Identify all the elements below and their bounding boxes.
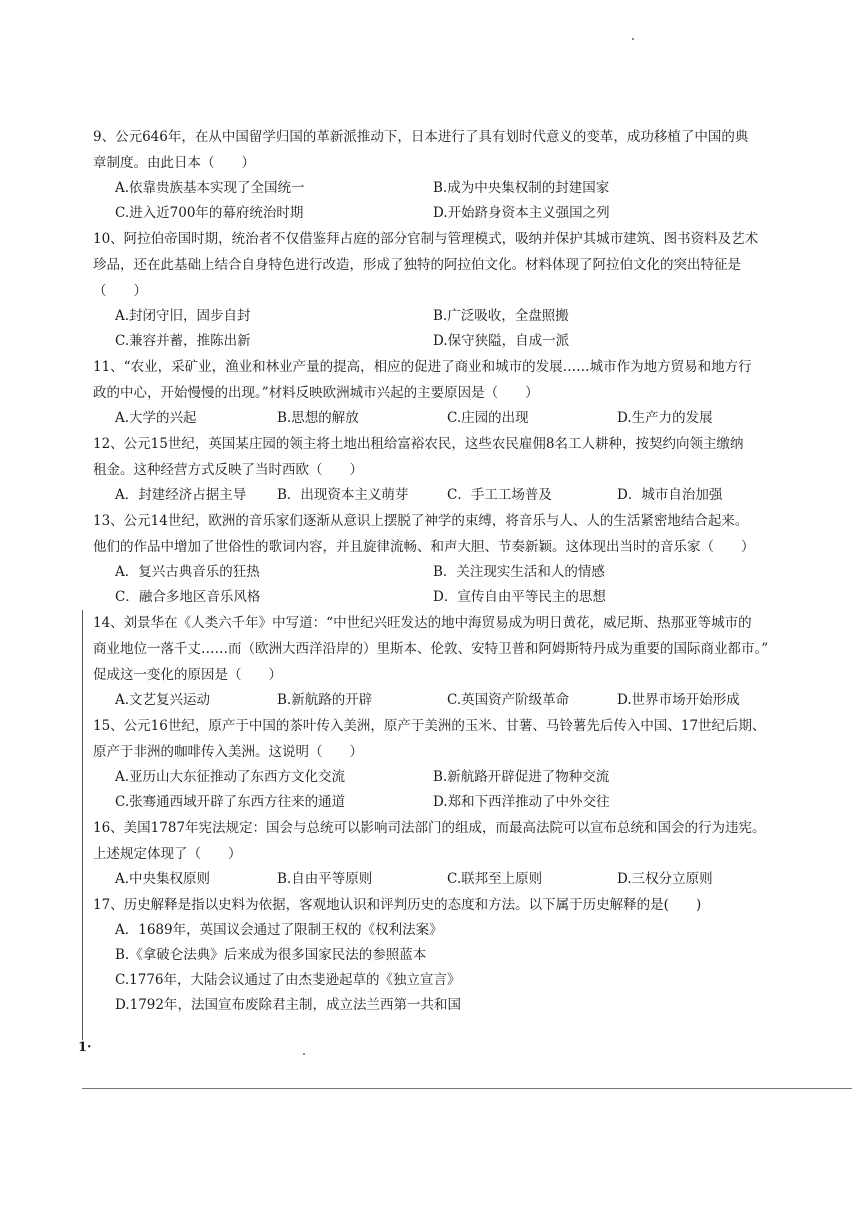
option-a[interactable]: A．封建经济占据主导 xyxy=(115,487,247,503)
page-number: 1· xyxy=(78,1040,92,1055)
option-a[interactable]: A.亚历山大东征推动了东西方文化交流 xyxy=(115,769,346,785)
scan-speck xyxy=(303,1053,305,1055)
option-d[interactable]: D.三权分立原则 xyxy=(617,871,713,887)
options xyxy=(93,560,793,610)
question-stem: 15、公元16世纪，原产于中国的茶叶传入美洲，原产于美洲的玉米、甘薯、马铃薯先后传入中国、17世纪后期、 原产于非洲的咖啡传入美洲。这说明（ ） xyxy=(93,718,766,760)
question-stem: 13、公元14世纪，欧洲的音乐家们逐渐从意识上摆脱了神学的束缚，将音乐与人、人的生活紧密地结合起来。 他们的作品中增加了世俗性的歌词内容，并且旋律流畅、和声大胆、节奏新颖。这体现出当时的音乐家（ ） xyxy=(93,513,755,555)
option-b[interactable]: B.思想的解放 xyxy=(277,410,359,426)
options xyxy=(93,176,793,226)
question-stem: 10、阿拉伯帝国时期，统治者不仅借鉴拜占庭的部分官制与管理模式，吸纳并保护其城市建筑、图书资料及艺术 珍品，还在此基础上结合自身特色进行改造，形成了独特的阿拉伯文化。材料体现了阿拉伯文化的突出特征是 （ ） xyxy=(93,231,759,299)
option-d[interactable]: D.1792年，法国宣布废除君主制，成立法兰西第一共和国 xyxy=(115,997,461,1013)
options xyxy=(93,406,793,431)
option-d[interactable]: D．宣传自由平等民主的思想 xyxy=(433,589,606,605)
option-a[interactable]: A.依靠贵族基本实现了全国统一 xyxy=(115,180,305,196)
option-a[interactable]: A.中央集权原则 xyxy=(115,871,211,887)
option-b[interactable]: B.成为中央集权制的封建国家 xyxy=(433,180,610,196)
option-a[interactable]: A.文艺复兴运动 xyxy=(115,692,211,708)
option-d[interactable]: D.郑和下西洋推动了中外交往 xyxy=(433,794,610,810)
option-c[interactable]: C.张骞通西域开辟了东西方往来的通道 xyxy=(115,794,346,810)
option-a[interactable]: A．复兴古典音乐的狂热 xyxy=(115,564,260,580)
question-17 xyxy=(93,892,793,1018)
option-d[interactable]: D.世界市场开始形成 xyxy=(617,692,740,708)
question-stem: 17、历史解释是指以史料为依据，客观地认识和评判历史的态度和方法。以下属于历史解释的是( ) xyxy=(93,897,702,913)
options xyxy=(93,688,793,713)
question-11 xyxy=(93,354,793,431)
option-c[interactable]: C．手工工场普及 xyxy=(447,487,552,503)
question-9 xyxy=(93,124,793,226)
option-d[interactable]: D.开始跻身资本主义强国之列 xyxy=(433,205,610,221)
option-d[interactable]: D．城市自治加强 xyxy=(617,487,723,503)
question-list xyxy=(93,124,793,1018)
options xyxy=(93,304,793,354)
option-a[interactable]: A.封闭守旧，固步自封 xyxy=(115,308,251,324)
page-bottom-border xyxy=(82,1088,852,1089)
option-c[interactable]: C.1776年，大陆会议通过了由杰斐逊起草的《独立宣言》 xyxy=(115,972,461,988)
option-b[interactable]: B.新航路开辟促进了物种交流 xyxy=(433,769,610,785)
options xyxy=(93,918,793,1018)
question-14 xyxy=(93,610,793,713)
option-c[interactable]: C.庄园的出现 xyxy=(447,410,529,426)
option-c[interactable]: C.进入近700年的幕府统治时期 xyxy=(115,205,304,221)
option-a[interactable]: A．1689年，英国议会通过了限制王权的《权利法案》 xyxy=(115,922,443,938)
option-c[interactable]: C.英国资产阶级革命 xyxy=(447,692,570,708)
option-c[interactable]: C．融合多地区音乐风格 xyxy=(115,589,261,605)
option-b[interactable]: B.《拿破仑法典》后来成为很多国家民法的参照蓝本 xyxy=(115,947,427,963)
question-15 xyxy=(93,713,793,815)
options xyxy=(93,867,793,892)
question-stem: 16、美国1787年宪法规定：国会与总统可以影响司法部门的组成，而最高法院可以宣布总统和国会的行为违宪。 上述规定体现了（ ） xyxy=(93,820,766,862)
option-b[interactable]: B.广泛吸收，全盘照搬 xyxy=(433,308,569,324)
scan-speck xyxy=(632,38,634,40)
option-a[interactable]: A.大学的兴起 xyxy=(115,410,197,426)
question-stem: 12、公元15世纪，英国某庄园的领主将土地出租给富裕农民，这些农民雇佣8名工人耕种，按契约向领主缴纳 租金。这种经营方式反映了当时西欧（ ） xyxy=(93,436,744,478)
option-b[interactable]: B.新航路的开辟 xyxy=(277,692,373,708)
option-c[interactable]: C.兼容并蓄，推陈出新 xyxy=(115,333,251,349)
option-c[interactable]: C.联邦至上原则 xyxy=(447,871,543,887)
question-10 xyxy=(93,226,793,354)
options xyxy=(93,483,793,508)
option-d[interactable]: D.保守狭隘，自成一派 xyxy=(433,333,570,349)
question-13 xyxy=(93,508,793,610)
question-stem: 9、公元646年，在从中国留学归国的革新派推动下，日本进行了具有划时代意义的变革，成功移植了中国的典 章制度。由此日本（ ） xyxy=(93,129,749,171)
options xyxy=(93,765,793,815)
option-b[interactable]: B．出现资本主义萌芽 xyxy=(277,487,409,503)
option-b[interactable]: B.自由平等原则 xyxy=(277,871,373,887)
option-d[interactable]: D.生产力的发展 xyxy=(617,410,713,426)
question-stem: 11、“农业，采矿业，渔业和林业产量的提高，相应的促进了商业和城市的发展……城市作为地方贸易和地方行 政的中心，开始慢慢的出现。”材料反映欧洲城市兴起的主要原因是（ ） xyxy=(93,359,752,401)
option-b[interactable]: B．关注现实生活和人的情感 xyxy=(433,564,605,580)
margin-line xyxy=(82,610,83,1040)
question-12 xyxy=(93,431,793,508)
question-stem: 14、刘景华在《人类六千年》中写道：“中世纪兴旺发达的地中海贸易成为明日黄花，威尼斯、热那亚等城市的 商业地位一落千丈……而（欧洲大西洋沿岸的）里斯本、伦敦、安特卫普和阿姆斯特丹成为重要的国际商业都市。” 促成这一变化的原因是（ ） xyxy=(93,615,769,683)
question-16 xyxy=(93,815,793,892)
